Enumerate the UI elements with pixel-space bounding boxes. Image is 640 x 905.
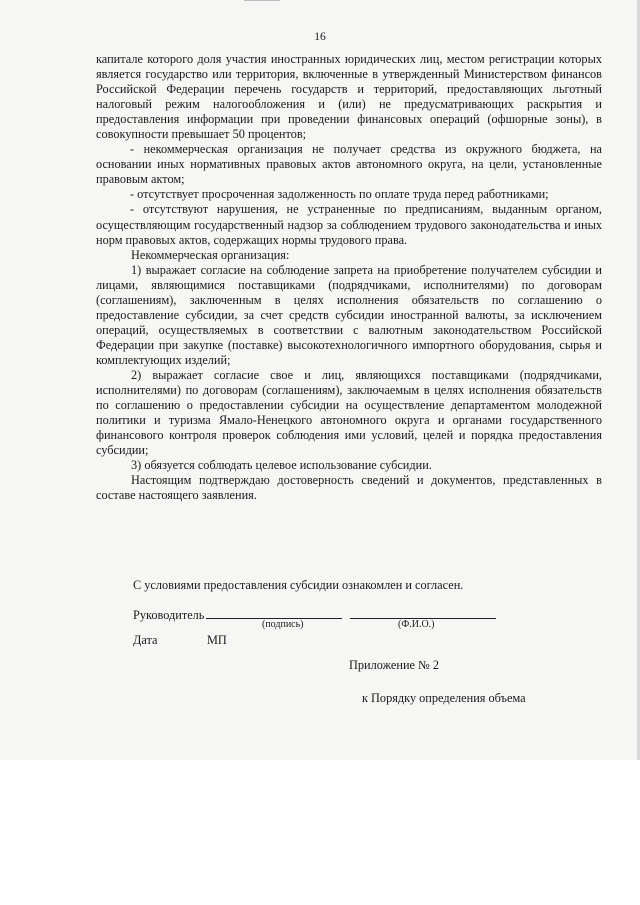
signature-row: [133, 607, 496, 623]
paragraph-item-3: 3) обязуется соблюдать целевое использование субсидии.: [131, 458, 432, 473]
appendix-subtitle: к Порядку определения объема: [362, 691, 526, 705]
appendix-title: Приложение № 2: [349, 658, 440, 672]
stamp-label: МП: [207, 633, 227, 647]
date-label: Дата: [133, 633, 158, 647]
agreement-statement: С условиями предоставления субсидии ознакомлен и согласен.: [133, 578, 464, 592]
paragraph-no-violations: - отсутствуют нарушения, не устраненные по предписаниям, выданным органом, осуществляющим государственный надзор за соблюдением трудового законодательства и иных норм правовых актов, содержащих нормы трудового права.: [96, 202, 602, 247]
paragraph-offshore: капитале которого доля участия иностранных юридических лиц, местом регистрации которых является государство или территория, включенные в утвержденный Министерством финансов Российской Федерации перечень государств и территорий, предоставляющих льготный налоговый режим налогообложения и (или) не предусматривающих раскрытия и предоставления информации при проведении финансовых операций (офшорные зоны), в совокупности превышает 50 процентов;: [96, 52, 602, 142]
name-caption: (Ф.И.О.): [398, 619, 435, 630]
scan-edge-mark: [244, 0, 280, 1]
paragraph-no-budget-funds: - некоммерческая организация не получает средства из окружного бюджета, на основании иных нормативных правовых актов автономного округа, на цели, установленные правовым актом;: [96, 142, 602, 187]
paragraph-organization-heading: Некоммерческая организация:: [131, 247, 290, 262]
signature-caption: (подпись): [262, 619, 304, 630]
body-text: [96, 52, 602, 503]
page-number: 16: [314, 31, 326, 43]
head-label: Руководитель: [133, 608, 205, 622]
paragraph-item-1: 1) выражает согласие на соблюдение запрета на приобретение получателем субсидии и лицами, являющимися поставщиками (подрядчиками, исполнителями) по договорам (соглашениям), заключенным в целях исполнения обязательств по соглашению о предоставление субсидии, за счет средств субсидии иностранной валюты, за исключением операций, осуществляемых в соответствии с валютным законодательством Российской Федерации при закупке (поставке) высокотехнологичного импортного оборудования, сырья и комплектующих изделий;: [96, 262, 602, 367]
paragraph-item-2: 2) выражает согласие свое и лиц, являющихся поставщиками (подрядчиками, исполнителями) по договорам (соглашениям), заключаемым в целях исполнения обязательств по соглашению о предоставлении субсидии на осуществление департаментом молодежной политики и туризма Ямало-Ненецкого автономного округа и органами государственного финансового контроля проверок соблюдения ими условий, целей и порядка предоставления субсидии;: [96, 367, 602, 458]
signature-line: [206, 607, 342, 619]
name-line: [350, 607, 496, 619]
paragraph-no-wage-debt: - отсутствует просроченная задолженность по оплате труда перед работниками;: [130, 187, 549, 202]
paragraph-confirmation: Настоящим подтверждаю достоверность сведений и документов, представленных в составе настоящего заявления.: [96, 473, 602, 503]
